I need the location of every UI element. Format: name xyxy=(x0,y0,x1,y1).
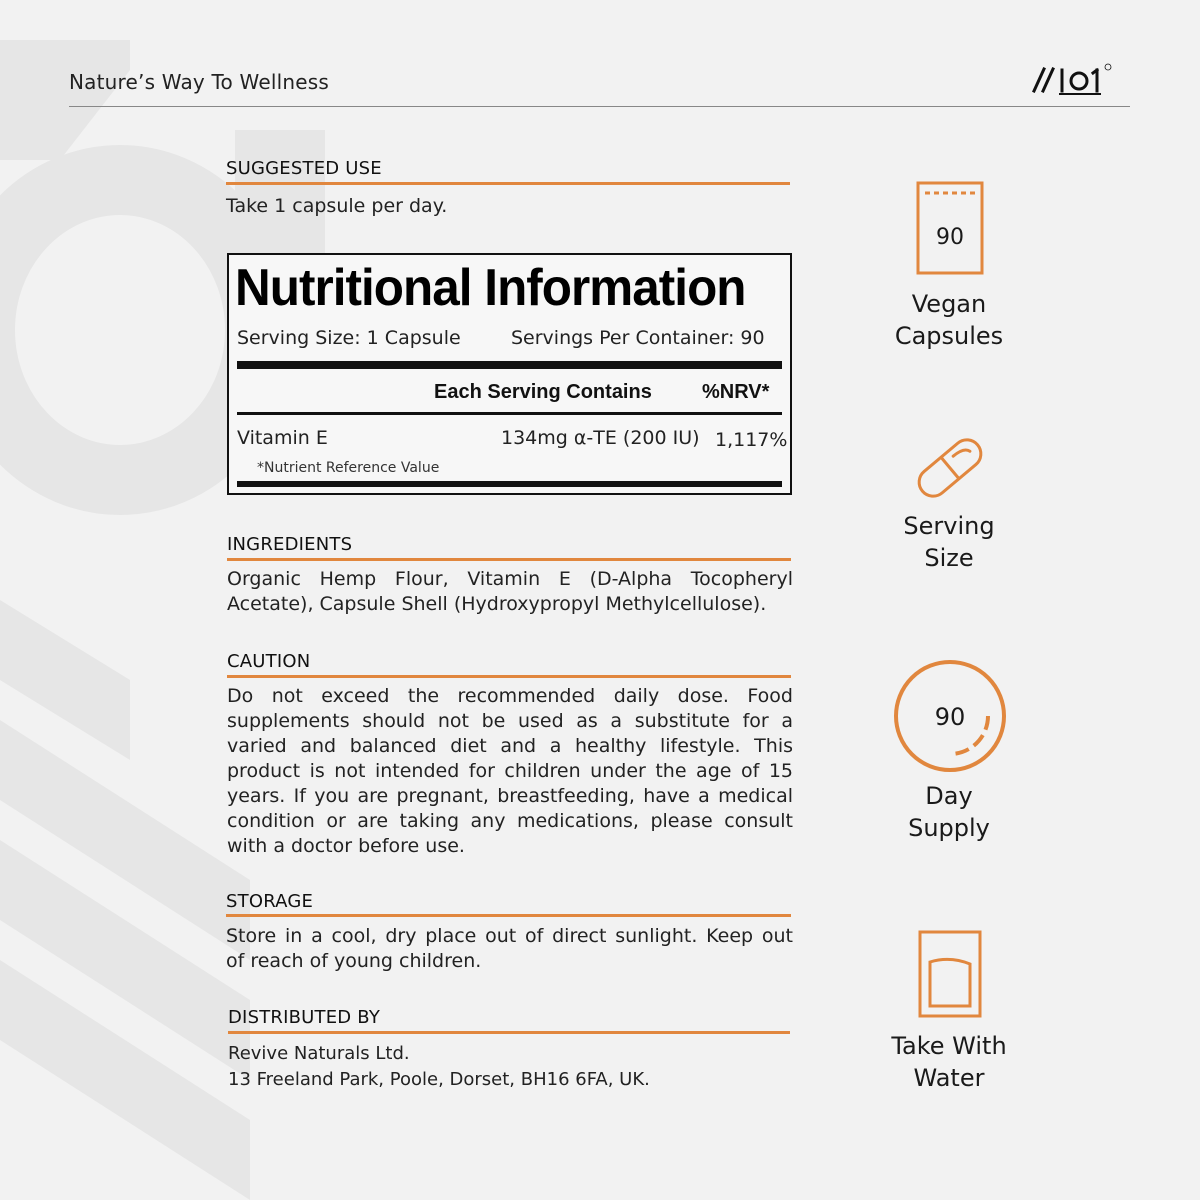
brand-logo xyxy=(1030,60,1130,100)
suggested-use-title: SUGGESTED USE xyxy=(226,158,382,179)
pouch-count: 90 xyxy=(936,225,964,250)
serving-size: Serving Size: 1 Capsule xyxy=(237,327,461,349)
nutrition-panel xyxy=(227,253,792,495)
caution-line: product is not intended for children under the age of 15 xyxy=(227,760,793,782)
caution-title: CAUTION xyxy=(227,651,311,672)
nutrition-bottom-bar xyxy=(237,481,782,487)
storage-title: STORAGE xyxy=(226,891,314,912)
dial-icon xyxy=(890,658,1010,778)
icon-label-line: Vegan xyxy=(911,290,987,318)
ingredients-line: Acetate), Capsule Shell (Hydroxypropyl Methylcellulose). xyxy=(227,593,767,615)
caution-line: Do not exceed the recommended daily dose. Food xyxy=(227,685,793,707)
distributor-line: 13 Freeland Park, Poole, Dorset, BH16 6FA, UK. xyxy=(228,1069,650,1090)
pouch-icon xyxy=(910,178,990,278)
storage-rule xyxy=(226,914,791,917)
storage-line: of reach of young children. xyxy=(226,950,482,972)
caution-line: with a doctor before use. xyxy=(227,835,465,857)
take-with-water-label xyxy=(859,1030,1039,1094)
caution-text xyxy=(227,684,793,859)
suggested-use-rule xyxy=(226,182,790,185)
suggested-use-text: Take 1 capsule per day. xyxy=(226,195,448,217)
nutrition-title: Nutritional Information xyxy=(235,259,746,317)
icon-label-line: Capsules xyxy=(894,322,1004,350)
capsule-icon xyxy=(908,432,992,504)
icon-label-line: Serving xyxy=(903,512,995,540)
nrv-header: %NRV* xyxy=(702,381,770,403)
dial-count: 90 xyxy=(934,703,966,731)
caution-line: condition or are taking any medications, please consult xyxy=(227,810,793,832)
vegan-capsules-label xyxy=(859,288,1039,352)
brand-tagline: Nature’s Way To Wellness xyxy=(69,70,329,94)
distributor-text xyxy=(228,1041,650,1093)
icon-label-line: Water xyxy=(913,1064,985,1092)
nutrient-amount: 134mg α-TE (200 IU) xyxy=(501,427,700,449)
caution-rule xyxy=(227,675,791,678)
ingredients-text xyxy=(227,567,793,617)
servings-per-container: Servings Per Container: 90 xyxy=(511,327,765,349)
nutrient-nrv: 1,117% xyxy=(715,429,788,451)
storage-line: Store in a cool, dry place out of direct sunlight. Keep out xyxy=(226,925,793,947)
caution-line: years. If you are pregnant, breastfeeding, have a medical xyxy=(227,785,793,807)
nutrition-thick-divider xyxy=(237,361,782,369)
icon-label-line: Size xyxy=(924,544,974,572)
icon-label-line: Supply xyxy=(908,814,990,842)
ingredients-line: Organic Hemp Flour, Vitamin E (D-Alpha Tocopheryl xyxy=(227,568,793,590)
storage-text xyxy=(226,924,793,974)
distributor-line: Revive Naturals Ltd. xyxy=(228,1043,410,1064)
icon-label-line: Take With xyxy=(891,1032,1007,1060)
nutrient-name: Vitamin E xyxy=(237,427,328,449)
distributed-by-rule xyxy=(228,1031,790,1034)
nutrition-thin-divider xyxy=(237,412,782,415)
icon-label-line: Day xyxy=(925,782,973,810)
distributed-by-title: DISTRIBUTED BY xyxy=(228,1007,381,1028)
day-supply-label xyxy=(859,780,1039,844)
caution-line: supplements should not be used as a substitute for a xyxy=(227,710,793,732)
ingredients-title: INGREDIENTS xyxy=(227,534,353,555)
nrv-footnote: *Nutrient Reference Value xyxy=(257,460,440,476)
caution-line: varied and balanced diet and a healthy lifestyle. This xyxy=(227,735,793,757)
serving-size-label xyxy=(859,510,1039,574)
water-glass-icon xyxy=(914,928,986,1020)
ingredients-rule xyxy=(227,558,791,561)
header-divider xyxy=(69,106,1130,107)
each-serving-header: Each Serving Contains xyxy=(434,381,652,403)
